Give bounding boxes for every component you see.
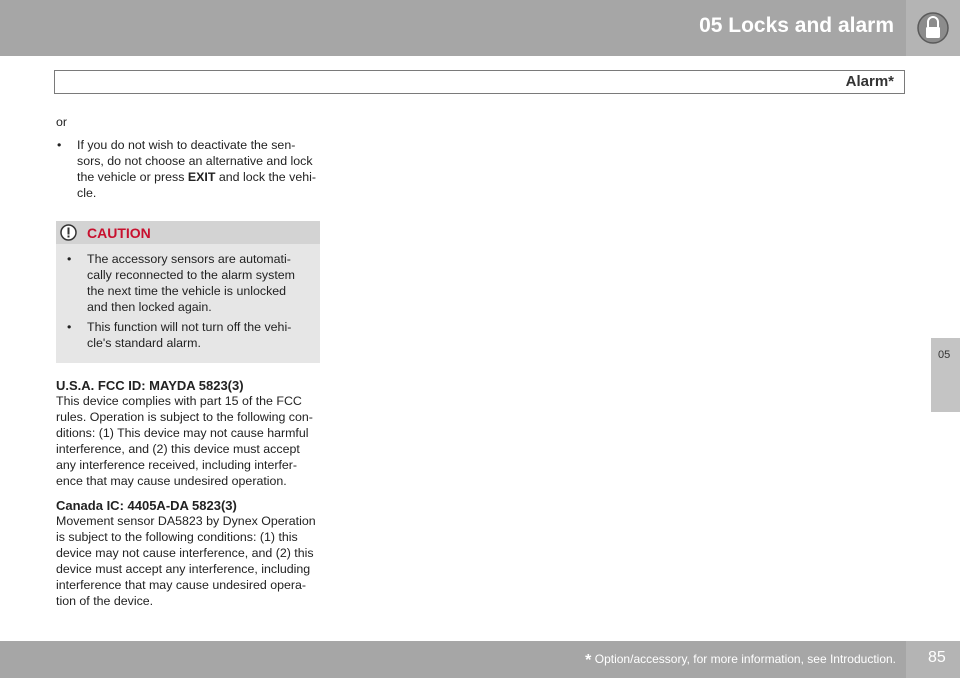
list-item [66,251,310,315]
caution-title: CAUTION [87,225,151,241]
chapter-tab-label: 05 [938,349,951,361]
bullet-text-start: If you do not wish to deactivate the sen-sors, do not choose an alternative and lock the vehicle or press [77,138,313,184]
lock-tab [906,0,960,56]
footnote-text: Option/accessory, for more information, see Introduction. [594,652,896,666]
or-text: or [56,115,68,129]
footnote [585,652,896,670]
page-footer [0,641,906,678]
caution-item-text: The accessory sensors are automati-cally reconnected to the alarm system the next time the vehicle is unlocked and then locked again. [87,252,295,314]
bullet-text-end: and lock the vehi-cle. [77,170,316,200]
list-item [56,137,322,201]
section-title: Alarm* [845,73,894,90]
caution-body [56,244,320,363]
lock-icon [917,8,949,48]
canada-heading: Canada IC: 4405A-DA 5823(3) [56,498,237,513]
fcc-heading: U.S.A. FCC ID: MAYDA 5823(3) [56,378,244,393]
footnote-asterisk: * [585,652,592,669]
exit-keyword: EXIT [187,170,216,184]
caution-item-text: This function will not turn off the vehi-cle's standard alarm. [87,320,292,350]
caution-box [56,221,320,363]
list-item [66,319,310,351]
section-header [54,70,905,94]
main-content [56,114,322,609]
warning-icon [60,224,77,241]
chapter-side-tab [931,338,960,412]
bullet-icon: • [57,138,62,152]
bullet-icon: • [67,320,72,334]
fcc-text: This device complies with part 15 of the FCC rules. Operation is subject to the following con-ditions: (1) This device may not cause harmful interference, and (2) this device must accept any interference received, including interfer-ence that may cause undesired operation. [56,394,313,488]
canada-text: Movement sensor DA5823 by Dynex Operation is subject to the following conditions: (1) this device may not cause interference, and (2) this device must accept any interference, including interference that may cause undesired opera-tion of the device. [56,514,316,608]
page-number-tab [906,641,960,678]
page-header [0,0,906,56]
chapter-title: 05 Locks and alarm [699,14,894,37]
caution-header [56,221,320,244]
bullet-icon: • [67,252,72,266]
page-number: 85 [928,649,946,666]
